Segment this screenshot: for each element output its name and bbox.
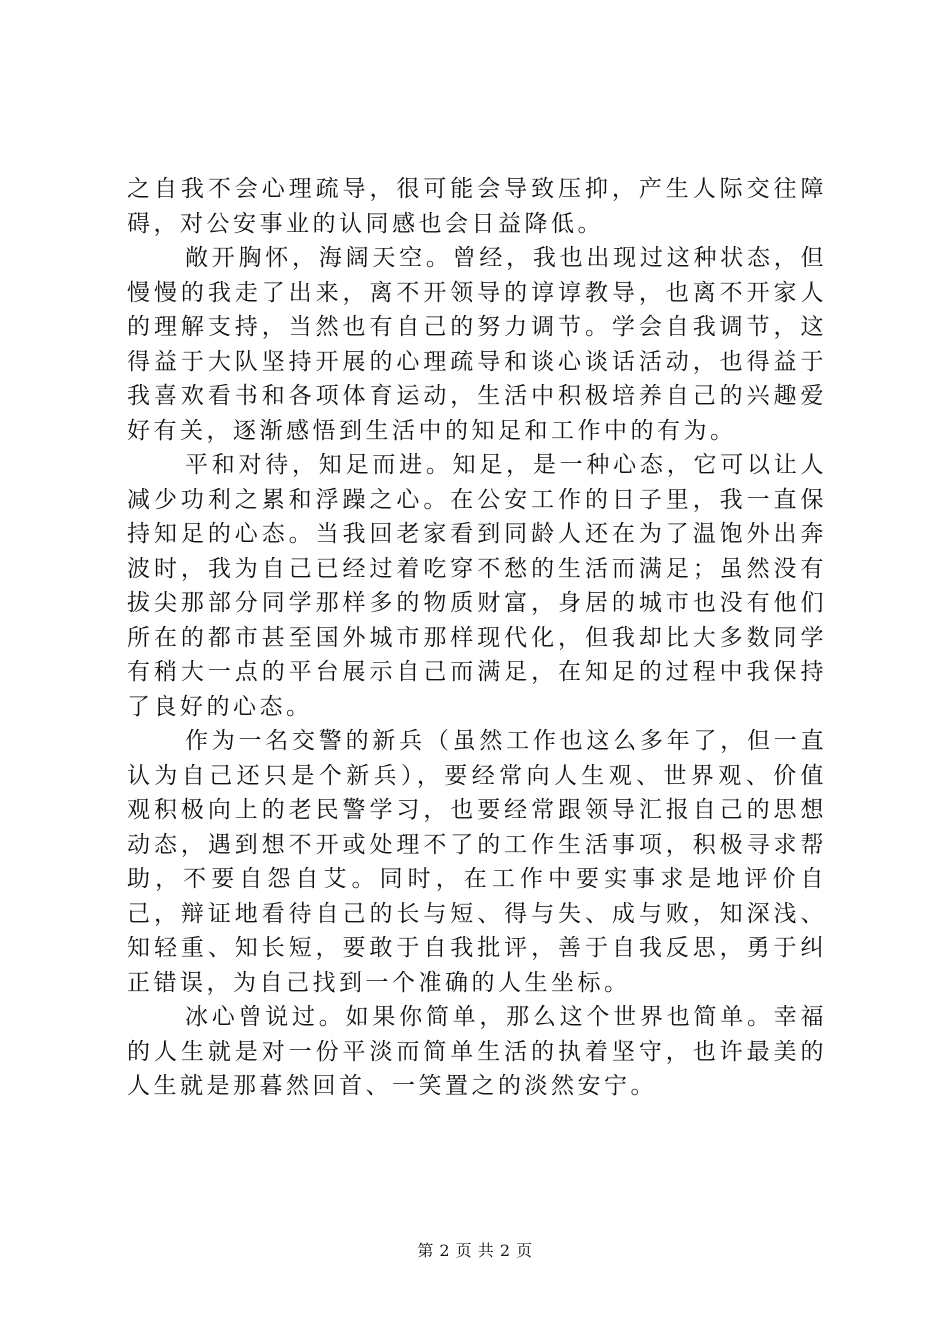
paragraph-continuation: 之自我不会心理疏导，很可能会导致压抑，产生人际交往障碍，对公安事业的认同感也会日益降低。 (127, 176, 827, 237)
paragraph-contentment: 平和对待，知足而进。知足，是一种心态，它可以让人减少功利之累和浮躁之心。在公安工作的日子里，我一直保持知足的心态。当我回老家看到同龄人还在为了温饱外出奔波时，我为自己已经过着吃穿不愁的生活而满足；虽然没有拔尖那部分同学那样多的物质财富，身居的城市也没有他们所在的都市甚至国外城市那样现代化，但我却比大多数同学有稍大一点的平台展示自己而满足，在知足的过程中我保持了良好的心态。 (127, 452, 827, 720)
paragraph-open-mind: 敞开胸怀，海阔天空。曾经，我也出现过这种状态，但慢慢的我走了出来，离不开领导的谆谆教导，也离不开家人的理解支持，当然也有自己的努力调节。学会自我调节，这得益于大队坚持开展的心理疏导和谈心谈话活动，也得益于我喜欢看书和各项体育运动，生活中积极培养自己的兴趣爱好有关，逐渐感悟到生活中的知足和工作中的有为。 (127, 245, 827, 444)
paragraph-bing-xin-quote: 冰心曾说过。如果你简单，那么这个世界也简单。幸福的人生就是对一份平淡而简单生活的执着坚守，也许最美的人生就是那暮然回首、一笑置之的淡然安宁。 (127, 1004, 827, 1099)
document-body (127, 172, 827, 1104)
page-number-footer: 第 2 页 共 2 页 (417, 1241, 533, 1260)
paragraph-new-officer: 作为一名交警的新兵（虽然工作也这么多年了，但一直认为自己还只是个新兵），要经常向人生观、世界观、价值观积极向上的老民警学习，也要经常跟领导汇报自己的思想动态，遇到想不开或处理不了的工作生活事项，积极寻求帮助，不要自怨自艾。同时，在工作中要实事求是地评价自己，辩证地看待自己的长与短、得与失、成与败，知深浅、知轻重、知长短，要敢于自我批评，善于自我反思，勇于纠正错误，为自己找到一个准确的人生坐标。 (127, 728, 827, 996)
